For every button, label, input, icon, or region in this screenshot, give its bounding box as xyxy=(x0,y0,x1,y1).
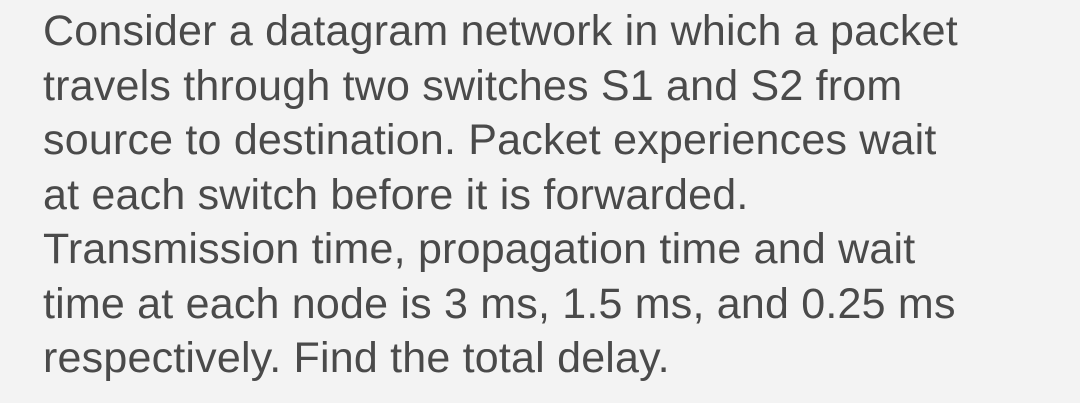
question-line: at each switch before it is forwarded. xyxy=(43,170,749,219)
question-text xyxy=(43,4,1073,386)
question-line: Transmission time, propagation time and wait xyxy=(43,225,916,273)
question-line: respectively. Find the total delay. xyxy=(43,334,670,382)
question-line: Consider a datagram network in which a packet xyxy=(43,7,958,55)
question-line: time at each node is 3 ms, 1.5 ms, and 0.25 ms xyxy=(43,279,956,328)
question-line: travels through two switches S1 and S2 from xyxy=(43,61,903,110)
question-line: source to destination. Packet experiences wait xyxy=(43,116,937,164)
